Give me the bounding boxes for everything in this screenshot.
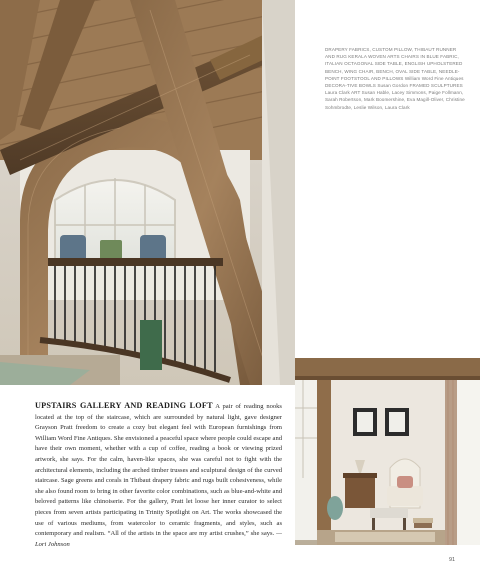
credits-label: DRAPERY FABRICS, CUSTOM PILLOW, THIBAUT RUNNER AND RUG KERALA WOVEN ARTS CHAIRS IN BLUE FABRIC, ITALIAN OCTAGONAL SIDE TABLE, ENGLISH UPHOLSTERED BENCH, WING CHAIR, BENCH, OVAL SIDE TABLE, NEEDLE-POINT FOOTSTOOL AND PILLOWS — [325, 47, 463, 81]
page-number: 91 — [449, 557, 456, 563]
photo-credits — [325, 46, 465, 111]
article-byline: —Lori Johnson — [35, 530, 282, 548]
reading-nook-illustration — [295, 358, 480, 545]
reading-nook-photo — [295, 358, 480, 545]
article-body: A pair of reading nooks located at the top of the staircase, which are surrounded by natural light, gave designer Grayson Pratt freedom to create a cozy but elegant feel with European furnishings from William Word Fine Antiques. She envisioned a peaceful space where people could escape and have their own moment, whether with a cup of coffee, reading a book or viewing prized artwork, she says. For the calm, haven-like spaces, she was careful not to fight with the architectural elements, including the arched timber trusses and sculptural design of the curved staircase. Sage greens and corals in Thibaut drapery fabric and rugs built cohesiveness, while she also found room to bring in other favorite color combinations, such as blue-and-white and beloved patterns like chinoiserie. For the gallery, Pratt let loose her inner curator to select pieces from seven artists participating in Trinity Spotlight on Art. The works showcased the use of various mediums, from watercolor to ceramic fragments, and styles, such as contemporary and realism. “All of the artists in the space are my artist crushes,” she says. — [35, 403, 282, 538]
gallery-illustration — [0, 0, 295, 385]
article — [35, 401, 282, 550]
article-heading: UPSTAIRS GALLERY AND READING LOFT — [35, 401, 213, 410]
credits-text: William Word Fine Antiques DECORA-TIVE BOWLS Susan Gordon FRAMED SCULPTURES Laura Clark ART Susan Hable, Lacey Simmons, Paige Follmann, Sarah Robertson, Mark Boomershine, Eva Magill-Oliver, Christine Sohmbrodte, Leslie Wilson, Laura Clark — [325, 75, 465, 110]
gallery-photo — [0, 0, 295, 385]
